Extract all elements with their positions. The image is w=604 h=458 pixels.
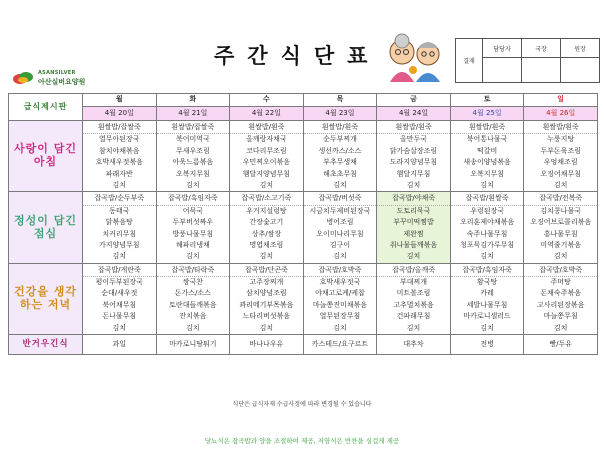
menu-item: 순두부찌개 — [323, 135, 357, 144]
breakfast-row — [9, 121, 598, 192]
menu-item: 올깨랑자채국 — [246, 135, 287, 144]
lunch-row — [9, 192, 598, 263]
menu-item: 닭볶음탕 — [105, 218, 133, 227]
menu-item: 병어조림 — [326, 218, 354, 227]
menu-item: 돈나물무침 — [102, 312, 137, 321]
menu-item: 오복지무침 — [470, 169, 504, 178]
menu-item: 김치 — [553, 180, 568, 189]
menu-item: 치커리무침 — [102, 229, 137, 238]
breakfast-cell-mon — [83, 121, 157, 192]
menu-item: 잡곡밥/전복죽 — [524, 193, 597, 205]
menu-item: 미트볼조림 — [396, 289, 431, 298]
dinner-cell-wed — [230, 263, 304, 334]
menu-item: 김치 — [406, 323, 421, 332]
menu-item: 꽈리메기부목볶음 — [239, 300, 294, 309]
dinner-cell-tue — [156, 263, 230, 334]
approval-sign-director — [522, 58, 561, 83]
approval-staff: 담당자 — [483, 39, 522, 58]
menu-item: 햄달지무침 — [396, 169, 431, 178]
menu-item: 흰쌀밥/흰죽 — [377, 122, 450, 134]
day-wed: 수 — [230, 94, 304, 107]
breakfast-cell-sat — [450, 121, 524, 192]
menu-item: 북어미역국 — [175, 135, 210, 144]
menu-item: 김치콩나물국 — [540, 206, 581, 215]
menu-item: 명엽채조림 — [249, 240, 284, 249]
date-fri: 4월 24일 — [377, 107, 451, 121]
menu-item: 흰쌀밥/흰죽 — [451, 122, 524, 134]
menu-item: 김치 — [480, 323, 494, 332]
lunch-cell-tue — [156, 192, 230, 263]
menu-item: 미역줄기볶음 — [540, 240, 581, 249]
menu-item: 흥나물무침 — [543, 229, 578, 238]
menu-item: 김치 — [112, 252, 127, 261]
menu-item: 세발나물무침 — [466, 300, 508, 309]
dinner-cell-mon — [83, 263, 157, 334]
menu-item: 돈가스/소스 — [174, 289, 211, 298]
logo — [8, 66, 108, 92]
lunch-cell-fri — [377, 192, 451, 263]
day-tue: 화 — [156, 94, 230, 107]
menu-item: 오징어채무침 — [540, 169, 581, 178]
lunch-cell-thu — [303, 192, 377, 263]
menu-item: 흰쌀밥/흰죽 — [230, 122, 303, 134]
menu-item: 우민찌오이볶음 — [242, 158, 291, 167]
menu-item: 김치 — [259, 323, 274, 332]
menu-item: 마늘쫑무침 — [543, 312, 578, 321]
menu-item: 김치 — [406, 180, 421, 189]
day-sun: 일 — [524, 94, 598, 107]
snack-cell-thu: 카스테드/요구르트 — [303, 335, 377, 355]
menu-item: 부추무생채 — [323, 158, 357, 167]
menu-item: 오복지무침 — [175, 169, 210, 178]
approval-sign-head — [561, 58, 600, 83]
date-tue: 4월 21일 — [156, 107, 230, 121]
menu-item: 흰쌀밥/흰죽 — [524, 122, 597, 134]
menu-item: 김구이 — [329, 240, 351, 249]
approval-box — [455, 38, 600, 83]
lunch-cell-sun — [524, 192, 598, 263]
weekday-row — [9, 94, 598, 107]
menu-item: 김치 — [112, 323, 127, 332]
menu-item: 두부버섯짜우 — [172, 218, 214, 227]
menu-item: 아욱느름볶음 — [172, 158, 214, 167]
lunch-cell-sat — [450, 192, 524, 263]
menu-item: 잡곡밥/흑임자죽 — [157, 193, 230, 205]
menu-item: 김치 — [259, 252, 274, 261]
menu-item: 간장숯고기 — [249, 218, 284, 227]
menu-item: 야채고로케/케찹 — [315, 289, 365, 298]
snack-cell-mon: 과일 — [83, 335, 157, 355]
menu-item: 열무아된장국 — [98, 135, 140, 144]
date-thu: 4월 23일 — [303, 107, 377, 121]
approval-label: 결재 — [456, 39, 483, 83]
menu-item: 잡곡밥/순두부죽 — [83, 193, 156, 205]
breakfast-cell-wed — [230, 121, 304, 192]
menu-item: 잡곡밥/호박죽 — [304, 265, 377, 277]
menu-item: 주머탕 — [550, 278, 571, 287]
snack-cell-tue: 마카로니땅튀기 — [156, 335, 230, 355]
menu-item: 김치 — [480, 252, 494, 261]
breakfast-cell-fri — [377, 121, 451, 192]
menu-item: 김치 — [406, 252, 421, 261]
menu-item: 도토리묵국 — [396, 206, 431, 215]
lunch-label: 정성이 담긴 점심 — [9, 192, 83, 263]
menu-item: 쌍국찬 — [182, 278, 203, 287]
menu-item: 김치 — [333, 180, 347, 189]
menu-item: 올만두국 — [400, 135, 428, 144]
snack-cell-sat: 전병 — [450, 335, 524, 355]
menu-item: 김치 — [186, 323, 200, 332]
approval-head: 원장 — [561, 39, 600, 58]
dinner-cell-sun — [524, 263, 598, 334]
breakfast-cell-thu — [303, 121, 377, 192]
menu-item: 삼치양념조림 — [246, 289, 287, 298]
menu-item: 잡곡밥/버섯죽 — [304, 193, 377, 205]
menu-item: 오이미나리무침 — [316, 229, 364, 238]
menu-item: 김치 — [480, 180, 494, 189]
menu-item: 황국탕 — [476, 278, 498, 287]
menu-item: 북어통나물국 — [466, 135, 508, 144]
menu-item: 호박새우젓볶음 — [95, 158, 143, 167]
day-fri: 금 — [377, 94, 451, 107]
menu-item: 잡곡밥/흑임자죽 — [451, 265, 524, 277]
menu-item: 김치 — [553, 323, 568, 332]
snack-label: 반거우긴식 — [9, 335, 83, 355]
menu-item: 우거지설렁탕 — [246, 206, 287, 215]
menu-item: 제완찜 — [403, 229, 424, 238]
dinner-label: 건강을 생각하는 저녁 — [9, 263, 83, 334]
menu-item: 떡갈비 — [476, 146, 498, 155]
menu-item: 마늘쫑진미채볶음 — [312, 300, 368, 309]
menu-item: 고사리된장볶음 — [537, 300, 585, 309]
menu-item: 김치 — [186, 252, 200, 261]
menu-item: 코다리무조림 — [246, 146, 287, 155]
menu-item: 오징어브로콜리볶음 — [530, 218, 592, 227]
leaf-logo-icon — [12, 70, 34, 86]
menu-item: 취나물들깨볶음 — [389, 240, 438, 249]
menu-item: 부대찌개 — [400, 278, 428, 287]
dinner-row — [9, 263, 598, 334]
lunch-cell-mon — [83, 192, 157, 263]
menu-item: 두부돈육조림 — [540, 146, 581, 155]
lunch-cell-wed — [230, 192, 304, 263]
menu-item: 김치 — [553, 252, 568, 261]
menu-item: 잔치볶음 — [179, 312, 207, 321]
menu-item: 닭가슴살장조림 — [389, 146, 438, 155]
menu-item: 김치 — [112, 180, 127, 189]
approval-director: 국장 — [522, 39, 561, 58]
menu-item: 청포묵김가루무침 — [460, 240, 515, 249]
menu-item: 새송이양념볶음 — [463, 158, 511, 167]
menu-item: 흰쌀밥/흰죽 — [304, 122, 377, 134]
menu-item: 시금치두제비된장국 — [309, 206, 371, 215]
menu-item: 숙주나물무침 — [466, 229, 508, 238]
menu-item: 가지양념무침 — [98, 240, 140, 249]
menu-item: 잡곡밥/게란죽 — [83, 265, 156, 277]
day-mon: 월 — [83, 94, 157, 107]
menu-item: 오리훈제야채볶음 — [460, 218, 515, 227]
menu-item: 김치 — [333, 252, 347, 261]
menu-item: 김치 — [259, 180, 274, 189]
dinner-cell-thu — [303, 263, 377, 334]
menu-item: 고주장찌개 — [249, 278, 284, 287]
menu-item: 김치 — [186, 180, 200, 189]
menu-item: 무새우조림 — [175, 146, 210, 155]
dinner-cell-fri — [377, 263, 451, 334]
menu-item: 잡곡밥/소고기죽 — [230, 193, 303, 205]
approval-sign-staff — [483, 58, 522, 83]
logo-korean-text: 아산실버요양원 — [38, 78, 86, 86]
menu-item: 건파래무침 — [396, 312, 431, 321]
menu-item: 생선까스/소스 — [318, 146, 362, 155]
menu-item: 도라지양념무침 — [389, 158, 438, 167]
menu-item: 카레 — [480, 289, 494, 298]
breakfast-cell-tue — [156, 121, 230, 192]
menu-item: 흰쌀밥/잡쌀죽 — [157, 122, 230, 134]
date-mon: 4월 20일 — [83, 107, 157, 121]
snack-row — [9, 335, 598, 355]
menu-item: 우렁된장국 — [470, 206, 504, 215]
menu-item: 우엉채조림 — [543, 158, 578, 167]
menu-item: 어묵국 — [182, 206, 203, 215]
menu-item: 상추/쌈장 — [251, 229, 282, 238]
breakfast-cell-sun — [524, 121, 598, 192]
menu-item: 열무된장무침 — [319, 312, 361, 321]
menu-item: 북어채무침 — [102, 300, 137, 309]
menu-item: 마카로니샐러드 — [463, 312, 511, 321]
date-sat: 4월 25일 — [450, 107, 524, 121]
menu-item: 부꾸미떡찜밥 — [393, 218, 434, 227]
menu-item: 잡곡밥/호박죽 — [524, 265, 597, 277]
menu-item: 느타리버섯볶음 — [242, 312, 291, 321]
snack-cell-sun: 빵/두유 — [524, 335, 598, 355]
menu-item: 햄달지양념무침 — [242, 169, 291, 178]
menu-item: 파래자반 — [105, 169, 133, 178]
menu-item: 토란대들깨볶음 — [169, 300, 217, 309]
menu-item: 잡곡밥/타락죽 — [157, 265, 230, 277]
menu-item: 잡곡밥/흰쌀죽 — [451, 193, 524, 205]
menu-item: 잡곡밥/단곤죽 — [230, 265, 303, 277]
menu-item: 해초초무침 — [323, 169, 357, 178]
date-row — [9, 107, 598, 121]
day-sat: 토 — [450, 94, 524, 107]
menu-item: 참치야채볶음 — [98, 146, 140, 155]
menu-change-note: 식단은 급식자재 수급사정에 따라 변경될 수 있습니다 — [232, 401, 372, 408]
menu-item: 동태국 — [109, 206, 130, 215]
menu-item: 돈채숙주볶음 — [540, 289, 581, 298]
dinner-cell-sat — [450, 263, 524, 334]
menu-item: 김치 — [333, 323, 347, 332]
menu-item: 흰쌀밥/잡쌀죽 — [83, 122, 156, 134]
menu-item: 누룽지탕 — [547, 135, 575, 144]
date-sun: 4월 26일 — [524, 107, 598, 121]
diet-footer-note: 당뇨식은 잡곡밥과 양을 조절하여 제공, 저염식은 반찬을 싱겁게 제공 — [204, 437, 400, 445]
logo-english-text: ASANSILVER — [38, 70, 76, 76]
page-title: 주간식단표 — [214, 44, 381, 68]
date-wed: 4월 22일 — [230, 107, 304, 121]
menu-item: 잡곡밥/야채죽 — [377, 193, 450, 205]
menu-item: 평이두부된장국 — [95, 278, 143, 287]
snack-cell-fri: 대추차 — [377, 335, 451, 355]
menu-item: 고추멸치볶음 — [393, 300, 434, 309]
menu-item: 호박새우젓국 — [319, 278, 361, 287]
menu-item: 방풍나물무침 — [172, 229, 214, 238]
day-thu: 목 — [303, 94, 377, 107]
weekly-menu-table — [8, 93, 598, 355]
breakfast-label: 사랑이 담긴 아침 — [9, 121, 83, 192]
menu-item: 해파리냉채 — [175, 240, 210, 249]
grandparents-illustration — [380, 32, 450, 84]
menu-item: 잡곡밥/올깨죽 — [377, 265, 450, 277]
snack-cell-wed: 바나나우유 — [230, 335, 304, 355]
menu-item: 순대/새우젓 — [101, 289, 138, 298]
board-label: 급식제시판 — [9, 94, 83, 121]
